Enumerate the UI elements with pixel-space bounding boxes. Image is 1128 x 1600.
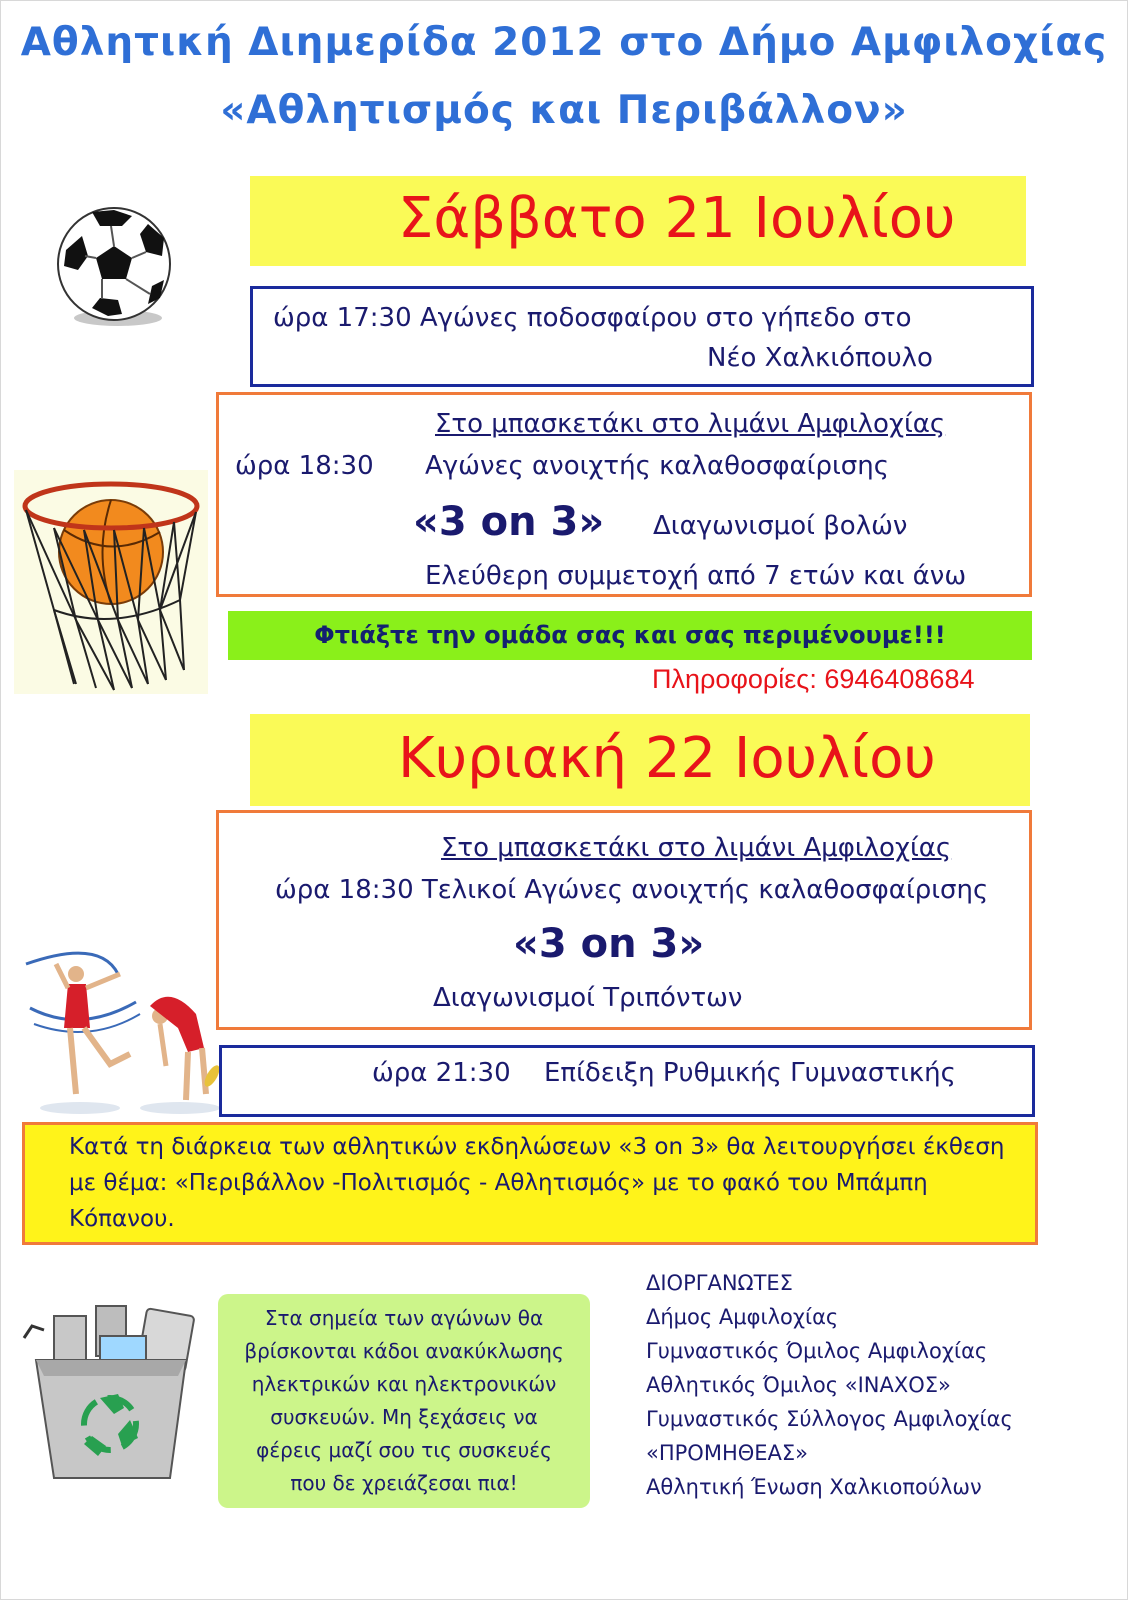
gymnastics-time: ώρα 21:30 <box>372 1058 511 1088</box>
sunday-label: Κυριακή 22 Ιουλίου <box>398 726 936 791</box>
recycling-line: ηλεκτρικών και ηλεκτρονικών <box>251 1372 557 1396</box>
organizers-heading: ΔΙΟΡΓΑΝΩΤΕΣ <box>646 1271 793 1295</box>
sunday-3on3: «3 on 3» <box>513 921 705 967</box>
exhibition-text-line1: Κατά τη διάρκεια των αθλητικών εκδηλώσεων «3 on 3» θα λειτουργήσει έκθεση <box>69 1134 1005 1160</box>
organizer-item: Γυμναστικός Όμιλος Αμφιλοχίας <box>646 1339 988 1363</box>
saturday-banner <box>250 176 1026 266</box>
football-text-line1: ώρα 17:30 Αγώνες ποδοσφαίρου στο γήπεδο στο <box>273 303 912 333</box>
football-box <box>250 286 1034 387</box>
organizer-item: «ΠΡΟΜΗΘΕΑΣ» <box>646 1441 809 1465</box>
saturday-3on3: «3 on 3» <box>413 499 605 545</box>
organizer-item: Αθλητική Ένωση Χαλκιοπούλων <box>646 1475 982 1499</box>
rhythmic-gymnasts-icon <box>20 944 230 1120</box>
organizers-list <box>646 1266 1116 1504</box>
sunday-finals: ώρα 18:30 Τελικοί Αγώνες ανοιχτής καλαθοσφαίρισης <box>275 875 989 905</box>
recycling-note <box>218 1294 590 1508</box>
saturday-free-entry: Ελεύθερη συμμετοχή από 7 ετών και άνω <box>425 561 967 591</box>
gymnastics-box <box>219 1045 1035 1117</box>
saturday-basketball-box <box>216 392 1032 597</box>
recycling-line: που δε χρειάζεσαι πια! <box>290 1471 518 1495</box>
poster-title-line2: «Αθλητισμός και Περιβάλλον» <box>220 88 908 133</box>
organizer-item: Αθλητικός Όμιλος «ΙΝΑΧΟΣ» <box>646 1373 951 1397</box>
sunday-venue: Στο μπασκετάκι στο λιμάνι Αμφιλοχίας <box>441 833 952 863</box>
gymnastics-show: Επίδειξη Ρυθμικής Γυμναστικής <box>544 1058 956 1088</box>
soccer-ball-icon <box>52 204 176 328</box>
basketball-hoop-icon <box>14 470 208 694</box>
saturday-venue: Στο μπασκετάκι στο λιμάνι Αμφιλοχίας <box>435 409 946 439</box>
poster-title-line1: Αθλητική Διημερίδα 2012 στο Δήμο Αμφιλοχίας <box>20 20 1108 65</box>
call-to-action-bar: Φτιάξτε την ομάδα σας και σας περιμένουμε!!! <box>228 611 1032 660</box>
sunday-basketball-box <box>216 810 1032 1030</box>
saturday-label: Σάββατο 21 Ιουλίου <box>398 186 956 251</box>
info-phone: Πληροφορίες: 6946408684 <box>652 664 975 694</box>
saturday-time: ώρα 18:30 <box>235 451 374 481</box>
organizer-item: Γυμναστικός Σύλλογος Αμφιλοχίας <box>646 1407 1013 1431</box>
exhibition-box <box>22 1122 1038 1245</box>
organizer-item: Δήμος Αμφιλοχίας <box>646 1305 839 1329</box>
recycling-line: φέρεις μαζί σου τις συσκευές <box>256 1438 552 1462</box>
sunday-three-point: Διαγωνισμοί Τριπόντων <box>433 983 743 1013</box>
recycling-line: Στα σημεία των αγώνων θα <box>264 1306 544 1330</box>
sunday-banner <box>250 714 1030 806</box>
exhibition-text-line2: με θέμα: «Περιβάλλον -Πολιτισμός - Αθλητισμός» με το φακό του Μπάμπη <box>69 1170 928 1196</box>
recycling-line: βρίσκονται κάδοι ανακύκλωσης <box>244 1339 564 1363</box>
saturday-basket-games: Αγώνες ανοιχτής καλαθοσφαίρισης <box>425 451 889 481</box>
exhibition-text-line3: Κόπανου. <box>69 1206 175 1232</box>
football-text-line2: Νέο Χαλκιόπουλο <box>707 343 933 373</box>
recycling-bin-icon <box>14 1296 210 1482</box>
recycling-line: συσκευών. Μη ξεχάσεις να <box>270 1405 538 1429</box>
saturday-shooting: Διαγωνισμοί βολών <box>653 511 908 541</box>
